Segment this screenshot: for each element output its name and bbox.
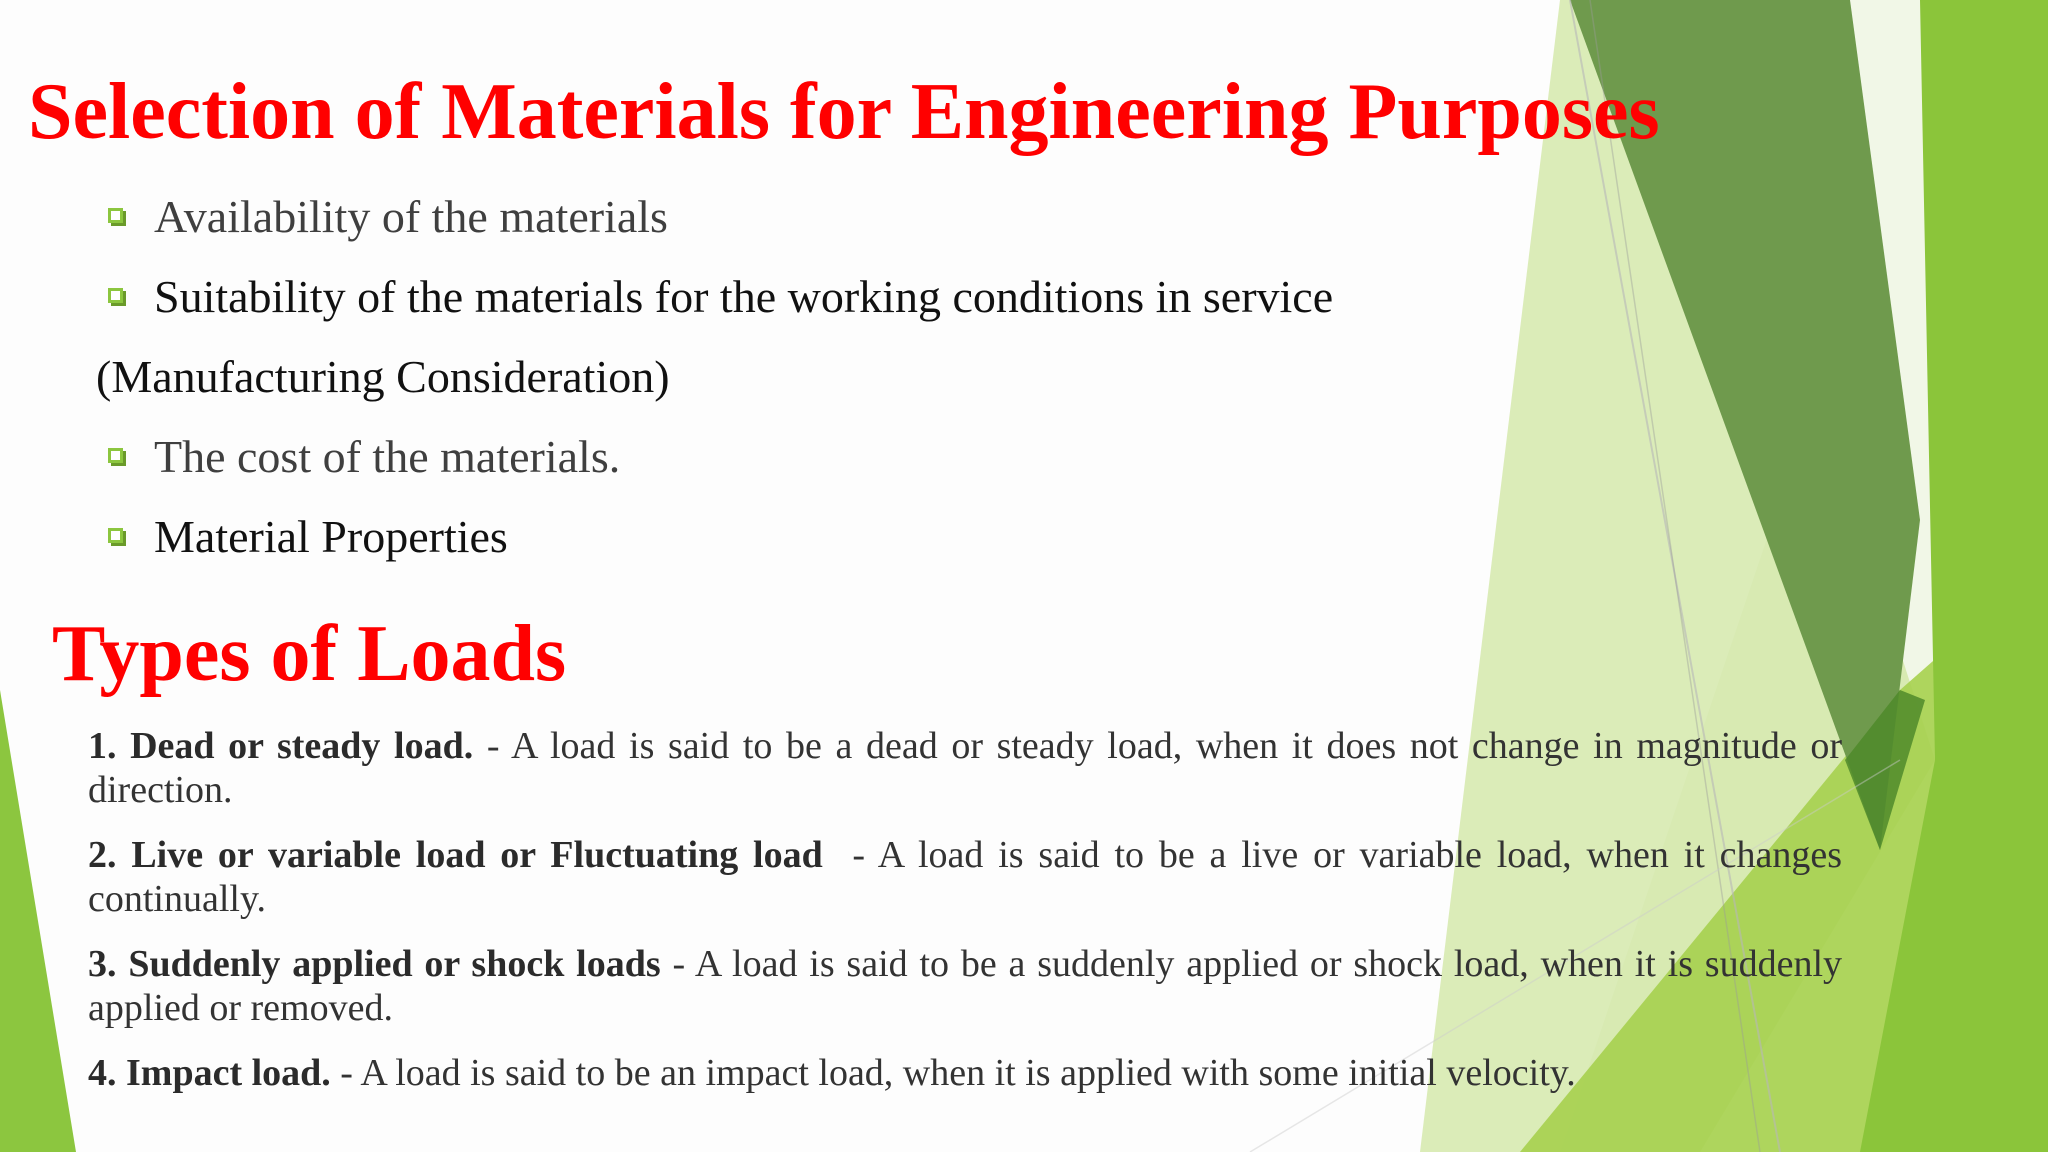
list-item bbox=[104, 497, 1604, 577]
load-item bbox=[88, 942, 1842, 1030]
load-description: A load is said to be an impact load, when it is applied with some initial velocity. bbox=[360, 1052, 1576, 1094]
load-separator: - bbox=[330, 1052, 361, 1094]
bullet-continuation: (Manufacturing Consideration) bbox=[96, 351, 670, 402]
list-item bbox=[104, 417, 1604, 497]
load-separator: - bbox=[473, 725, 512, 767]
section-title: Types of Loads bbox=[52, 610, 567, 698]
load-separator: - bbox=[822, 834, 878, 876]
checkbox-bullet-icon bbox=[104, 417, 154, 497]
checkbox-bullet-icon bbox=[104, 497, 154, 577]
list-item bbox=[104, 177, 1604, 257]
load-item bbox=[88, 724, 1842, 812]
load-description: A load is said to be a suddenly applied or shock load, when it is suddenly applied or removed. bbox=[88, 943, 1843, 1029]
left-edge-facet bbox=[0, 690, 76, 1152]
load-label: 2. Live or variable load or Fluctuating load bbox=[88, 834, 823, 876]
load-label: 3. Suddenly applied or shock loads bbox=[88, 943, 661, 985]
checkbox-bullet-icon bbox=[104, 257, 154, 337]
load-item bbox=[88, 1051, 1842, 1095]
bullet-text: Availability of the materials bbox=[154, 191, 668, 242]
load-types-list bbox=[88, 724, 1842, 1095]
load-label: 1. Dead or steady load. bbox=[88, 725, 474, 767]
checkbox-bullet-icon bbox=[104, 177, 154, 257]
bullet-text: Material Properties bbox=[154, 511, 508, 562]
list-item bbox=[104, 257, 1604, 337]
bullet-text: Suitability of the materials for the working conditions in service bbox=[154, 271, 1334, 322]
page-title: Selection of Materials for Engineering Purposes bbox=[28, 68, 1660, 156]
bullet-text: The cost of the materials. bbox=[154, 431, 621, 482]
load-description: A load is said to be a live or variable load, when it changes continually. bbox=[88, 834, 1842, 920]
load-item bbox=[88, 833, 1842, 921]
load-description: A load is said to be a dead or steady load, when it does not change in magnitude or direction. bbox=[88, 725, 1842, 811]
load-separator: - bbox=[660, 943, 695, 985]
load-label: 4. Impact load. bbox=[88, 1052, 331, 1094]
material-selection-list bbox=[96, 177, 1604, 577]
